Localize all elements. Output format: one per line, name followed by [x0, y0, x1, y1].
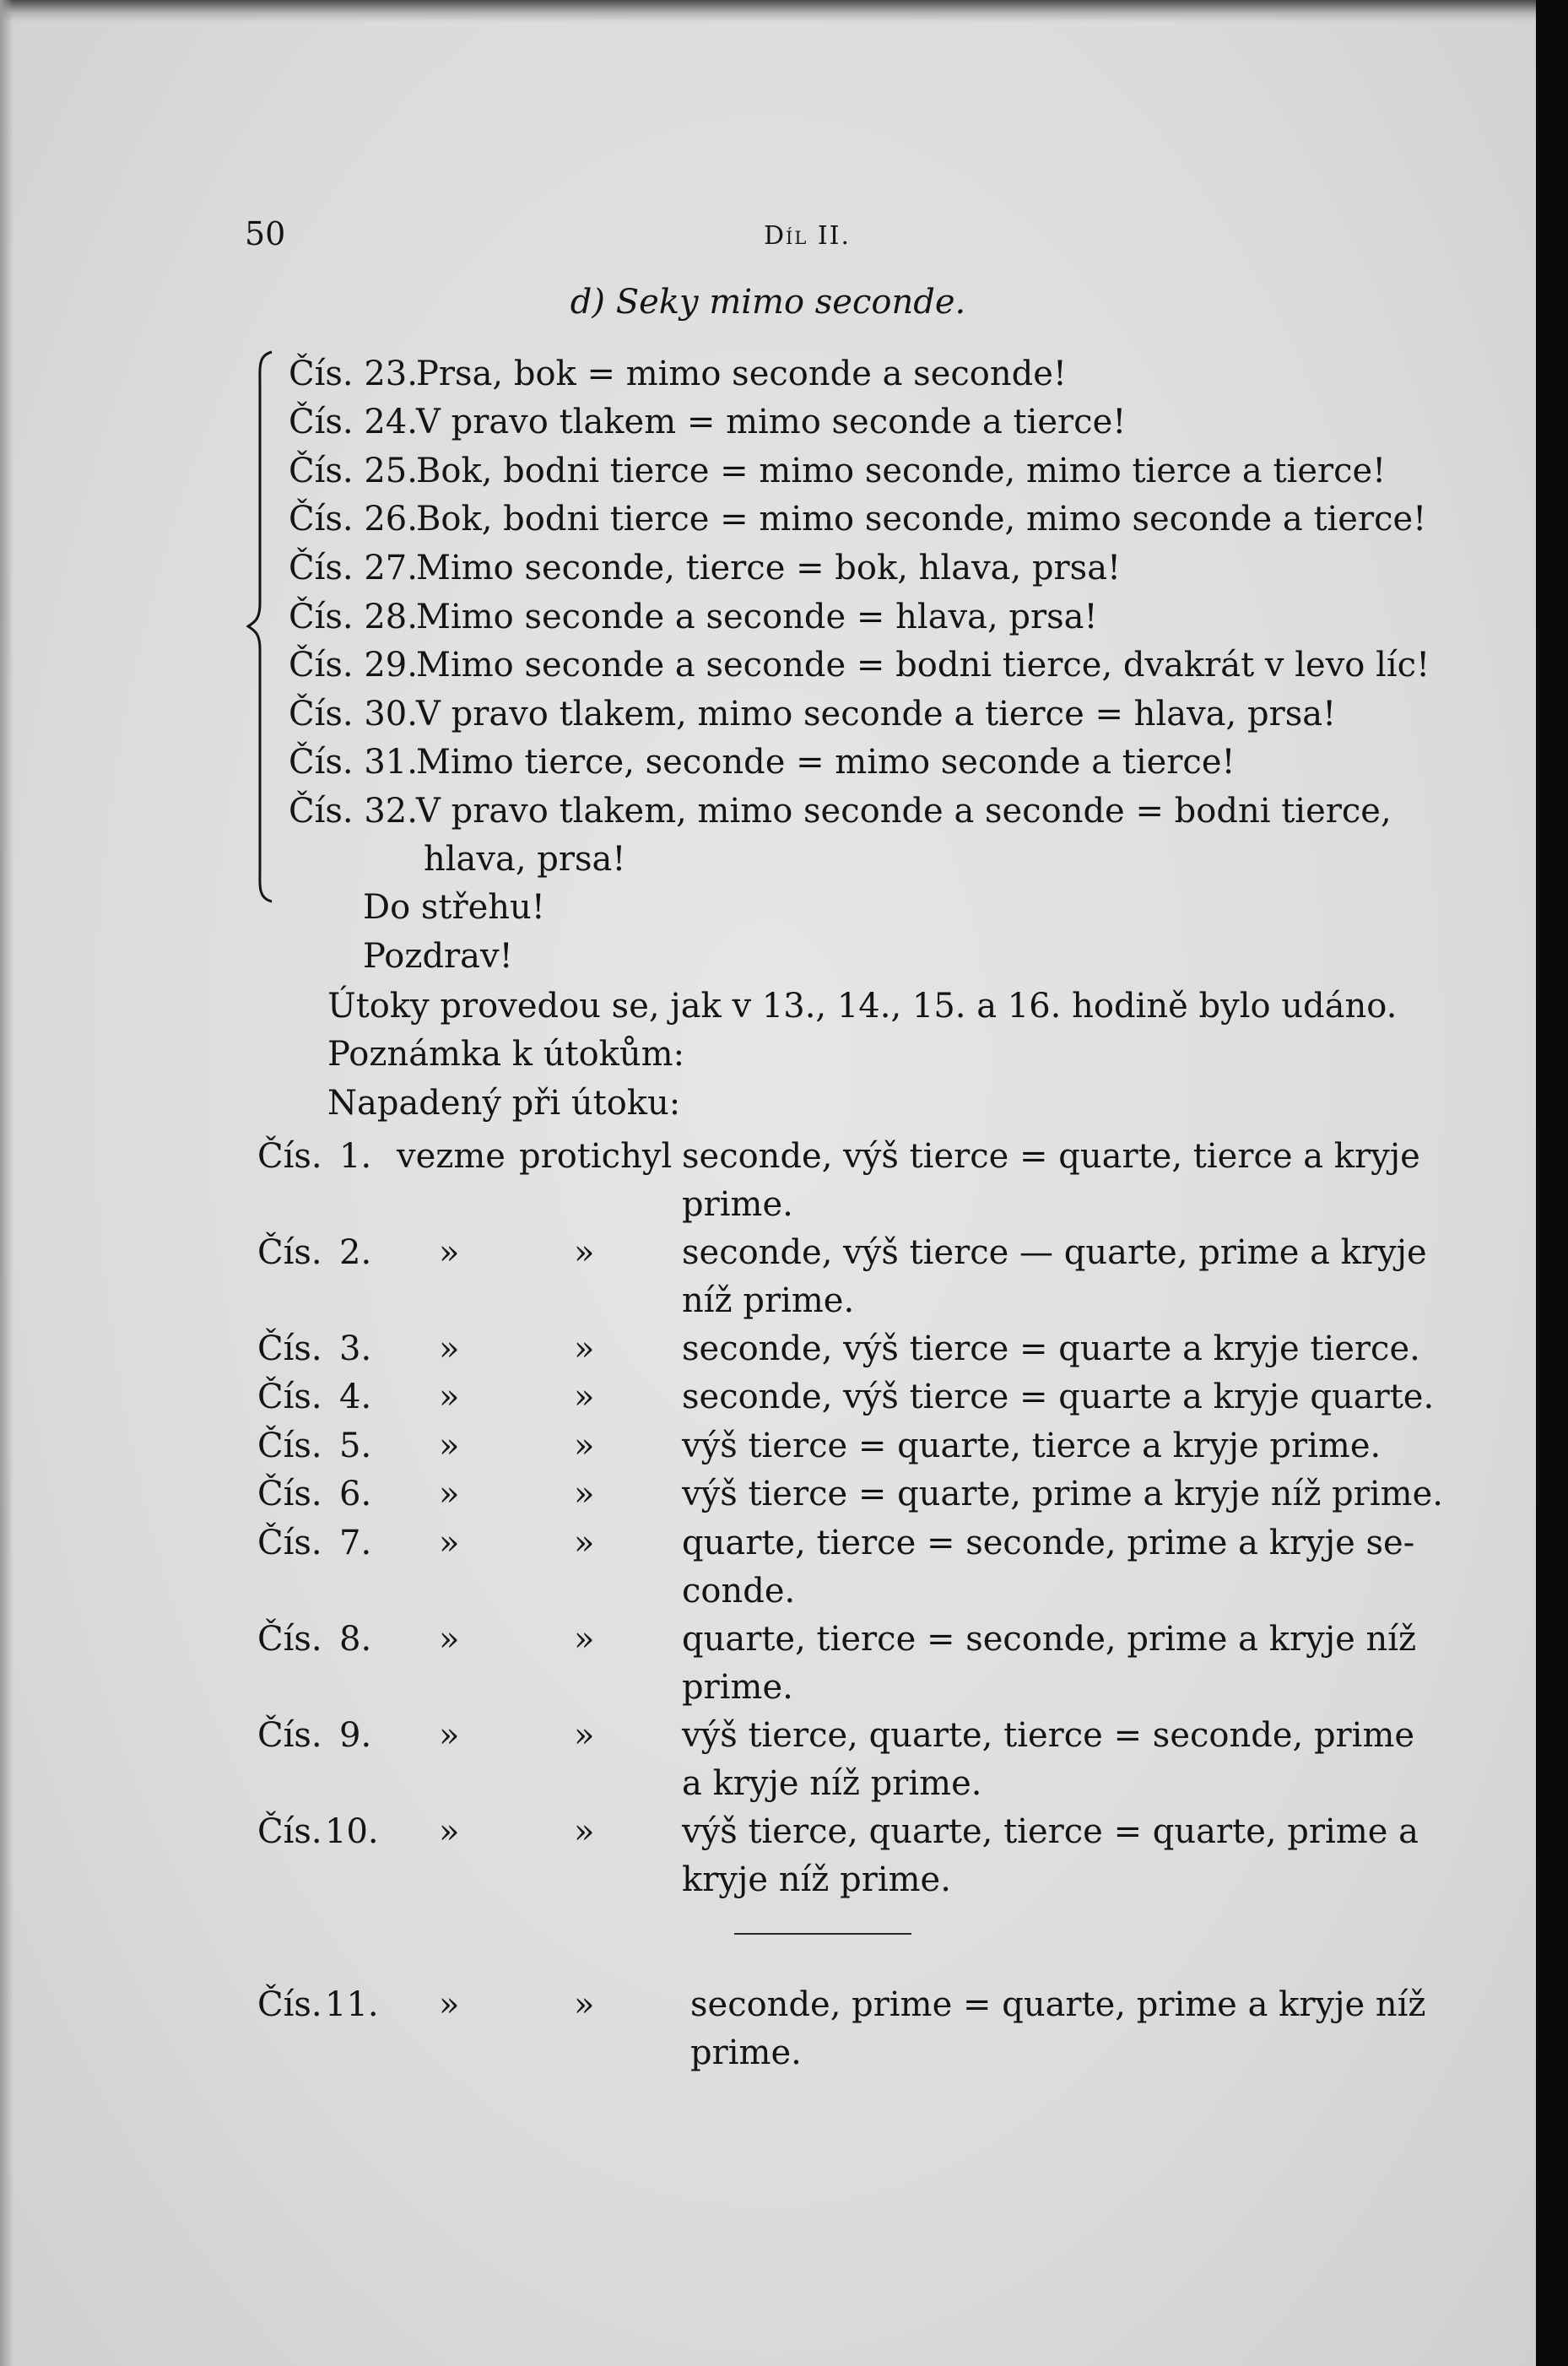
cut-line	[289, 695, 1337, 734]
response-label: Čís.	[257, 1233, 322, 1272]
cut-text: Mimo tierce, seconde = mimo seconde a tierce!	[416, 743, 1235, 782]
ditto-mark: »	[574, 1620, 595, 1659]
response-label: Čís.	[257, 1475, 322, 1513]
response-label: Čís.	[257, 1378, 322, 1416]
response-text-cont: conde.	[682, 1572, 796, 1611]
response-text-cont: níž prime.	[682, 1281, 855, 1320]
response-label: Čís.	[257, 1524, 322, 1562]
response-label: Čís.	[257, 1620, 322, 1659]
ditto-mark: »	[574, 1475, 595, 1513]
response-text: výš tierce, quarte, tierce = quarte, prime a	[682, 1812, 1419, 1851]
cut-number: Čís. 31.	[289, 743, 418, 782]
command-line: Do střehu!	[363, 888, 545, 927]
curly-brace-icon	[246, 350, 280, 903]
cut-text: Mimo seconde a seconde = hlava, prsa!	[416, 598, 1098, 636]
response-number: 6.	[339, 1475, 372, 1513]
cut-text: V pravo tlakem = mimo seconde a tierce!	[416, 403, 1127, 441]
cut-text: V pravo tlakem, mimo seconde a seconde = bodni tierce,	[416, 792, 1392, 831]
cut-line	[289, 357, 1067, 391]
response-text: výš tierce = quarte, prime a kryje níž prime.	[682, 1475, 1443, 1513]
page-number: 50	[245, 215, 286, 252]
response-text-cont: prime.	[682, 1185, 793, 1224]
paragraph-note: Poznámka k útokům:	[327, 1035, 685, 1074]
running-head: Díl II.	[764, 221, 852, 251]
paragraph-attacked: Napadený při útoku:	[327, 1084, 681, 1123]
ditto-mark: »	[439, 1233, 460, 1272]
cut-line-continuation: hlava, prsa!	[424, 840, 626, 879]
response-number: 1.	[339, 1137, 372, 1176]
ditto-mark: »	[574, 1716, 595, 1755]
response-label: Čís.	[257, 1329, 322, 1368]
response-number: 10.	[325, 1812, 379, 1851]
section-label: d)	[570, 283, 605, 322]
cut-number: Čís. 29.	[289, 646, 418, 685]
paragraph-attacks: Útoky provedou se, jak v 13., 14., 15. a 16. hodině bylo udáno.	[327, 987, 1398, 1026]
response-adjective: protichyl	[519, 1137, 673, 1176]
cut-line	[289, 551, 1121, 585]
ditto-mark: »	[439, 1427, 460, 1465]
cut-line	[289, 600, 1098, 634]
cut-text: Mimo seconde, tierce = bok, hlava, prsa!	[416, 549, 1122, 587]
cut-text: Mimo seconde a seconde = bodni tierce, dvakrát v levo líc!	[416, 646, 1430, 685]
response-text: seconde, prime = quarte, prime a kryje níž	[690, 1985, 1426, 2024]
response-verb: vezme	[397, 1137, 506, 1176]
cut-line	[289, 646, 1430, 685]
scan-edge-left	[0, 0, 14, 2366]
cut-text: Bok, bodni tierce = mimo seconde, mimo tierce a tierce!	[416, 452, 1387, 490]
response-text: seconde, výš tierce = quarte a kryje quarte.	[682, 1378, 1435, 1416]
ditto-mark: »	[439, 1716, 460, 1755]
response-label: Čís.	[257, 1427, 322, 1465]
response-label: Čís.	[257, 1137, 322, 1176]
response-number: 4.	[339, 1378, 372, 1416]
ditto-mark: »	[574, 1427, 595, 1465]
response-number: 7.	[339, 1524, 372, 1562]
ditto-mark: »	[439, 1475, 460, 1513]
section-divider	[734, 1933, 911, 1935]
response-number: 8.	[339, 1620, 372, 1659]
scan-edge-top	[0, 0, 1536, 22]
cut-number: Čís. 27.	[289, 549, 418, 587]
ditto-mark: »	[574, 1812, 595, 1851]
cut-text: V pravo tlakem, mimo seconde a tierce = hlava, prsa!	[416, 695, 1337, 734]
cut-text: Prsa, bok = mimo seconde a seconde!	[416, 355, 1067, 393]
response-text: seconde, výš tierce = quarte, tierce a kryje	[682, 1137, 1420, 1176]
response-label: Čís.	[257, 1716, 322, 1755]
cut-number: Čís. 26.	[289, 500, 418, 539]
ditto-mark: »	[439, 1329, 460, 1368]
ditto-mark: »	[439, 1812, 460, 1851]
cut-number: Čís. 30.	[289, 695, 418, 734]
ditto-mark: »	[439, 1378, 460, 1416]
response-text: seconde, výš tierce = quarte a kryje tierce.	[682, 1329, 1420, 1368]
ditto-mark: »	[574, 1524, 595, 1562]
response-text-cont: prime.	[690, 2033, 802, 2072]
cut-number: Čís. 24.	[289, 403, 418, 441]
response-number: 11.	[325, 1985, 379, 2024]
cut-number: Čís. 23.	[289, 355, 418, 393]
section-title	[0, 283, 1536, 322]
response-number: 3.	[339, 1329, 372, 1368]
response-text: seconde, výš tierce — quarte, prime a kryje	[682, 1233, 1427, 1272]
scan-edge-right	[1536, 0, 1568, 2366]
cut-text: Bok, bodni tierce = mimo seconde, mimo seconde a tierce!	[416, 500, 1427, 539]
ditto-mark: »	[574, 1329, 595, 1368]
response-text: quarte, tierce = seconde, prime a kryje se-	[682, 1524, 1415, 1562]
response-text: quarte, tierce = seconde, prime a kryje níž	[682, 1620, 1417, 1659]
response-label: Čís.	[257, 1985, 322, 2024]
response-text-cont: a kryje níž prime.	[682, 1764, 982, 1803]
response-text-cont: prime.	[682, 1668, 793, 1707]
ditto-mark: »	[574, 1378, 595, 1416]
response-text: výš tierce = quarte, tierce a kryje prime.	[682, 1427, 1381, 1465]
cut-line	[289, 405, 1126, 439]
cut-line	[289, 743, 1235, 782]
cut-number: Čís. 25.	[289, 452, 418, 490]
response-number: 9.	[339, 1716, 372, 1755]
ditto-mark: »	[439, 1985, 460, 2024]
cut-number: Čís. 28.	[289, 598, 418, 636]
response-text: výš tierce, quarte, tierce = seconde, prime	[682, 1716, 1415, 1755]
cut-number: Čís. 32.	[289, 792, 418, 831]
ditto-mark: »	[439, 1524, 460, 1562]
cut-line	[289, 454, 1386, 488]
response-text-cont: kryje níž prime.	[682, 1860, 951, 1899]
ditto-mark: »	[439, 1620, 460, 1659]
ditto-mark: »	[574, 1233, 595, 1272]
response-label: Čís.	[257, 1812, 322, 1851]
response-number: 2.	[339, 1233, 372, 1272]
cut-line	[289, 792, 1392, 831]
response-number: 5.	[339, 1427, 372, 1465]
command-line: Pozdrav!	[363, 937, 513, 976]
section-title-text: Seky mimo seconde.	[615, 283, 966, 322]
cut-line	[289, 500, 1427, 539]
ditto-mark: »	[574, 1985, 595, 2024]
